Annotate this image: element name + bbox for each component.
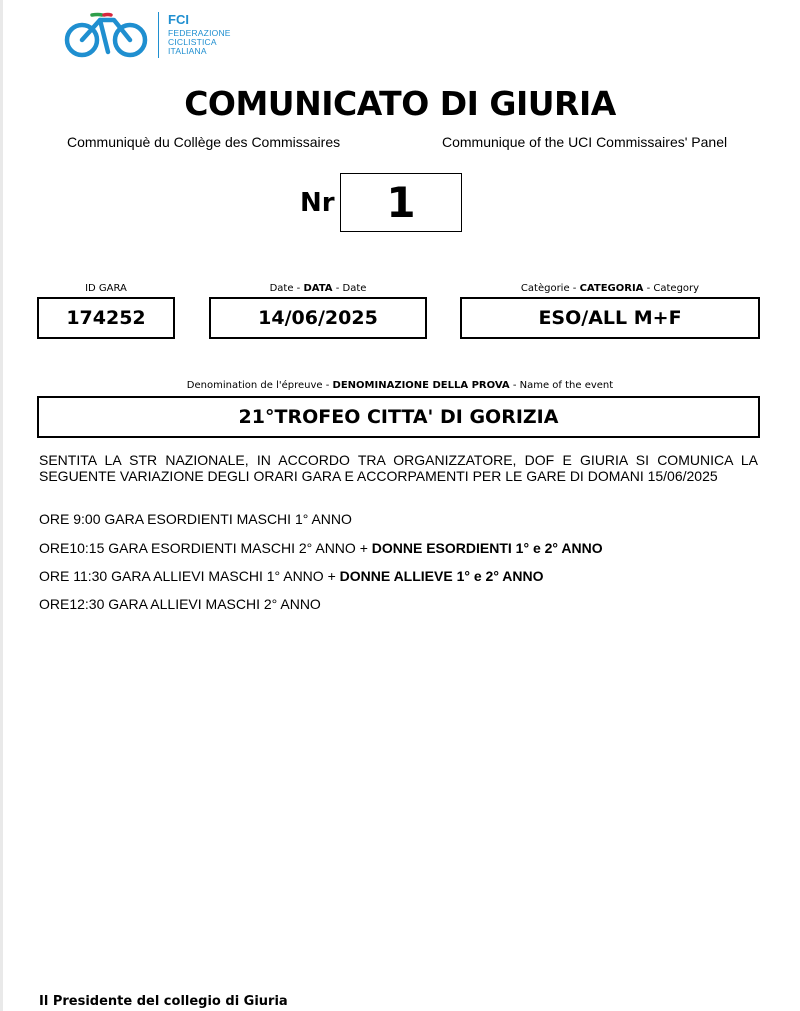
schedule-line-1: [39, 511, 352, 527]
date-label: [209, 283, 427, 294]
schedule-line-4-text: ORE12:30 GARA ALLIEVI MASCHI 2° ANNO: [39, 596, 321, 612]
signature-label: Il Presidente del collegio di Giuria: [39, 994, 288, 1009]
event-label-main: DENOMINAZIONE DELLA PROVA: [332, 380, 510, 391]
date-label-main: DATA: [303, 283, 333, 294]
logo-line-3: ITALIANA: [168, 46, 207, 56]
category-label-post: - Category: [643, 283, 700, 294]
schedule-line-4: [39, 596, 321, 612]
page-title: COMUNICATO DI GIURIA: [184, 84, 616, 123]
schedule-line-2-bold: DONNE ESORDIENTI 1° e 2° ANNO: [371, 540, 603, 556]
date-label-pre: Date -: [269, 283, 304, 294]
page-edge: [0, 0, 3, 1011]
event-name: 21°TROFEO CITTA' DI GORIZIA: [37, 396, 760, 438]
schedule-line-2-text: ORE10:15 GARA ESORDIENTI MASCHI 2° ANNO +: [39, 540, 372, 556]
bicycle-logo-icon: [64, 12, 150, 58]
id-gara-label: ID GARA: [85, 283, 127, 294]
notice-text: SENTITA LA STR NAZIONALE, IN ACCORDO TRA ORGANIZZATORE, DOF E GIURIA SI COMUNICA LA SEGUENTE VARIAZIONE DEGLI ORARI GARA E ACCORPAMENTI PER LE GARE DI DOMANI 15/06/2025: [39, 452, 758, 484]
schedule-line-1-text: ORE 9:00 GARA ESORDIENTI MASCHI 1° ANNO: [39, 511, 352, 527]
event-label: [0, 380, 800, 391]
schedule-line-3-text: ORE 11:30 GARA ALLIEVI MASCHI 1° ANNO +: [39, 568, 340, 584]
event-label-pre: Denomination de l'épreuve -: [186, 380, 333, 391]
category-label-main: CATEGORIA: [579, 283, 644, 294]
logo-acronym: FCI: [168, 12, 189, 27]
event-label-post: - Name of the event: [509, 380, 614, 391]
schedule-line-3: [39, 568, 544, 584]
schedule-line-3-bold: DONNE ALLIEVE 1° e 2° ANNO: [339, 568, 544, 584]
category-label-pre: Catègorie -: [520, 283, 580, 294]
category-label: [460, 283, 760, 294]
logo-line-1: FEDERAZIONE: [168, 28, 231, 38]
schedule-line-2: [39, 540, 603, 556]
subtitle-english: Communique of the UCI Commissaires' Panel: [442, 134, 728, 150]
communique-number: 1: [340, 173, 462, 232]
number-label: Nr: [300, 188, 335, 218]
id-gara-value: 174252: [37, 297, 175, 339]
logo-line-2: CICLISTICA: [168, 37, 217, 47]
subtitle-french: Communiquè du Collège des Commissaires: [67, 134, 341, 150]
date-value: 14/06/2025: [209, 297, 427, 339]
category-value: ESO/ALL M+F: [460, 297, 760, 339]
logo-divider: [158, 12, 159, 58]
date-label-post: - Date: [332, 283, 367, 294]
fci-logo: [64, 10, 244, 62]
